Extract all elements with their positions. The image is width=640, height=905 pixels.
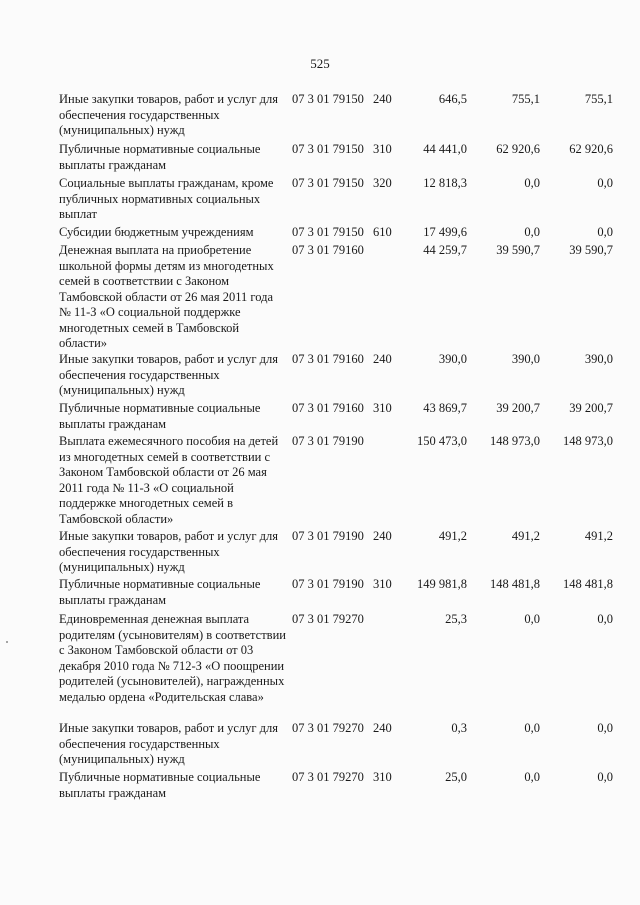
row-value-2: 390,0: [511, 352, 540, 366]
row-value-3: 0,0: [597, 721, 613, 735]
row-value-1: 44 441,0: [423, 142, 467, 156]
row-code: 07 3 01 79270: [292, 721, 364, 735]
row-description: Публичные нормативные социальные выплаты гражданам: [59, 401, 261, 431]
row-expense-type: 320: [373, 176, 392, 190]
row-description: Иные закупки товаров, работ и услуг для обеспечения государственных (муниципальных) нужд: [59, 92, 279, 137]
row-expense-type: 240: [373, 529, 392, 543]
row-value-3: 390,0: [584, 352, 613, 366]
row-description: Единовременная денежная выплата родителям (усыновителям) в соответствии с Законом Тамбовской области от 03 декабря 2010 года № 712-З «О поощрении родителей (усыновителей), награжденных медалью ордена «Родительская слава»: [59, 612, 286, 704]
row-value-1: 43 869,7: [423, 401, 467, 415]
row-expense-type: 310: [373, 401, 392, 415]
row-description: Иные закупки товаров, работ и услуг для обеспечения государственных (муниципальных) нужд: [59, 529, 279, 574]
row-value-2: 62 920,6: [496, 142, 540, 156]
scan-speck: [6, 641, 8, 643]
row-expense-type: 310: [373, 142, 392, 156]
row-value-2: 491,2: [511, 529, 540, 543]
row-code: 07 3 01 79150: [292, 225, 364, 239]
row-code: 07 3 01 79150: [292, 142, 364, 156]
row-expense-type: 310: [373, 770, 392, 784]
row-value-1: 25,3: [445, 612, 467, 626]
row-value-1: 17 499,6: [423, 225, 467, 239]
row-code: 07 3 01 79160: [292, 352, 364, 366]
row-value-1: 44 259,7: [423, 243, 467, 257]
page-number: 525: [310, 56, 330, 71]
row-value-3: 148 481,8: [563, 577, 613, 591]
row-value-2: 0,0: [524, 770, 540, 784]
row-code: 07 3 01 79190: [292, 529, 364, 543]
row-description: Публичные нормативные социальные выплаты гражданам: [59, 770, 261, 800]
row-value-2: 148 973,0: [490, 434, 540, 448]
row-value-2: 755,1: [511, 92, 540, 106]
row-value-3: 755,1: [584, 92, 613, 106]
row-code: 07 3 01 79270: [292, 612, 364, 626]
row-expense-type: 240: [373, 92, 392, 106]
row-value-2: 0,0: [524, 225, 540, 239]
row-expense-type: 240: [373, 352, 392, 366]
row-value-3: 148 973,0: [563, 434, 613, 448]
row-description: Иные закупки товаров, работ и услуг для обеспечения государственных (муниципальных) нужд: [59, 352, 279, 397]
row-value-1: 390,0: [438, 352, 467, 366]
row-code: 07 3 01 79270: [292, 770, 364, 784]
row-value-1: 149 981,8: [417, 577, 467, 591]
row-expense-type: 610: [373, 225, 392, 239]
row-value-2: 148 481,8: [490, 577, 540, 591]
row-value-2: 0,0: [524, 612, 540, 626]
row-description: Публичные нормативные социальные выплаты гражданам: [59, 577, 261, 607]
row-code: 07 3 01 79190: [292, 434, 364, 448]
row-description: Иные закупки товаров, работ и услуг для обеспечения государственных (муниципальных) нужд: [59, 721, 279, 766]
row-description: Публичные нормативные социальные выплаты гражданам: [59, 142, 261, 172]
row-value-1: 646,5: [438, 92, 467, 106]
row-code: 07 3 01 79160: [292, 401, 364, 415]
row-expense-type: 240: [373, 721, 392, 735]
row-value-3: 62 920,6: [569, 142, 613, 156]
row-value-1: 12 818,3: [423, 176, 467, 190]
row-value-1: 491,2: [438, 529, 467, 543]
row-value-1: 25,0: [445, 770, 467, 784]
row-code: 07 3 01 79160: [292, 243, 364, 257]
row-description: Выплата ежемесячного пособия на детей из многодетных семей в соответствии с Законом Тамбовской области от 26 мая 2011 года № 11-З «О социальной поддержке многодетных семей в Тамбовской области»: [59, 434, 279, 526]
row-description: Субсидии бюджетным учреждениям: [59, 225, 254, 239]
row-code: 07 3 01 79190: [292, 577, 364, 591]
row-code: 07 3 01 79150: [292, 176, 364, 190]
row-value-2: 0,0: [524, 176, 540, 190]
row-value-2: 39 590,7: [496, 243, 540, 257]
row-value-3: 0,0: [597, 225, 613, 239]
row-expense-type: 310: [373, 577, 392, 591]
row-value-3: 0,0: [597, 612, 613, 626]
row-value-2: 0,0: [524, 721, 540, 735]
row-value-2: 39 200,7: [496, 401, 540, 415]
row-value-3: 39 200,7: [569, 401, 613, 415]
row-description: Денежная выплата на приобретение школьной формы детям из многодетных семей в соответствии с Законом Тамбовской области от 26 мая 2011 года № 11-З «О социальной поддержке многодетных семей в Тамбовской области»: [59, 243, 274, 350]
row-value-3: 39 590,7: [569, 243, 613, 257]
row-value-3: 0,0: [597, 770, 613, 784]
row-value-1: 150 473,0: [417, 434, 467, 448]
row-description: Социальные выплаты гражданам, кроме публичных нормативных социальных выплат: [59, 176, 274, 221]
row-value-3: 0,0: [597, 176, 613, 190]
row-value-1: 0,3: [451, 721, 467, 735]
row-value-3: 491,2: [584, 529, 613, 543]
row-code: 07 3 01 79150: [292, 92, 364, 106]
